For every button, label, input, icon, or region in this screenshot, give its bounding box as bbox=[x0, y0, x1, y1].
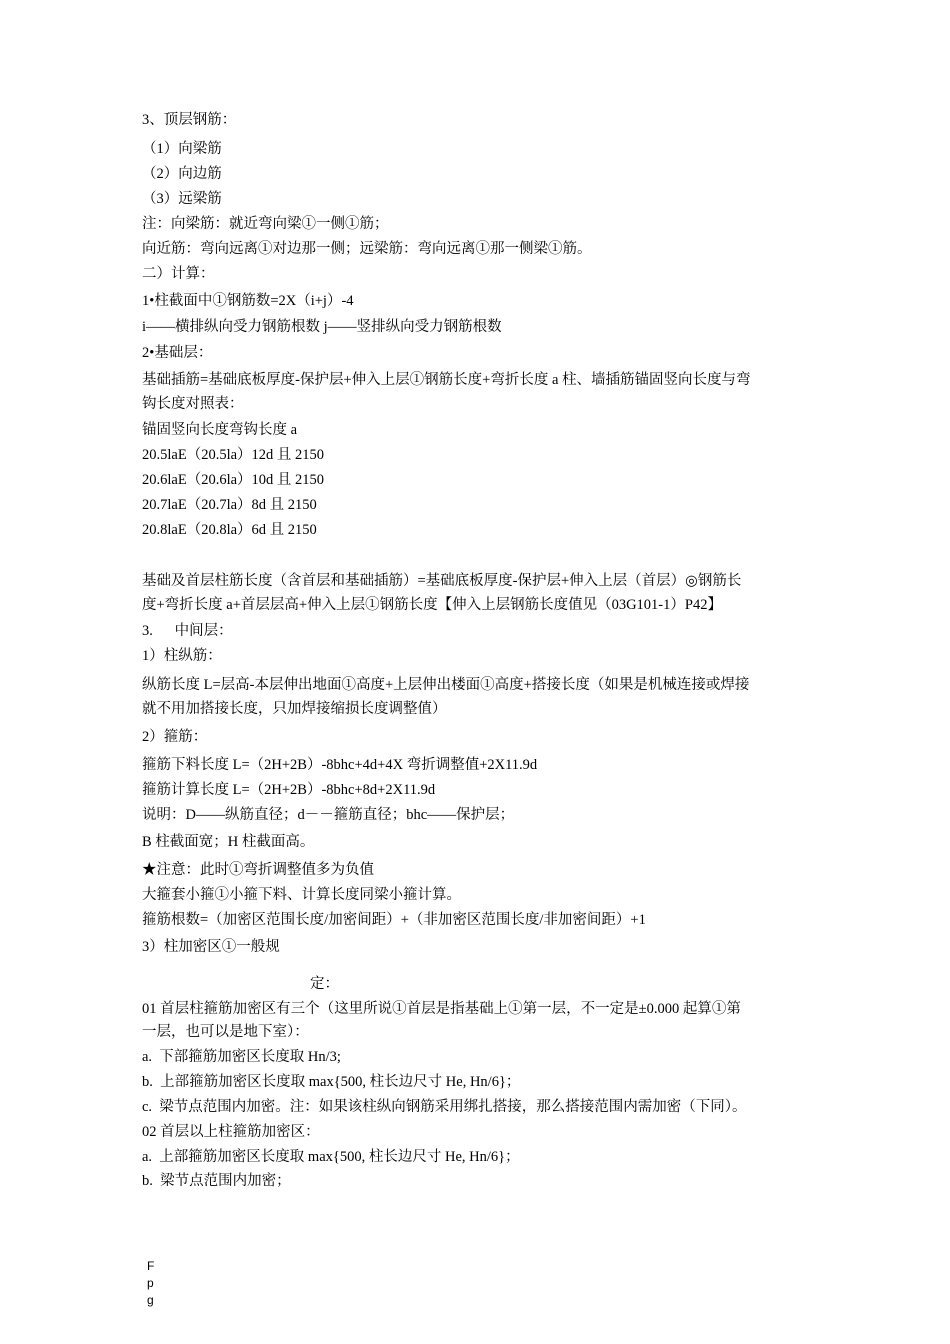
text-line: 基础及首层柱筋长度（含首层和基础插筋）=基础底板厚度-保护层+伸入上层（首层）◎钢筋长 bbox=[142, 573, 742, 589]
text-line: 锚固竖向长度弯钩长度 a bbox=[142, 422, 298, 438]
text-line: 20.8laE（20.8la）6d 且 2150 bbox=[142, 522, 317, 538]
text-line: 01 首层柱箍筋加密区有三个（这里所说①首层是指基础上①第一层，不一定是±0.000 起算①第 bbox=[142, 1001, 741, 1017]
text-line: i——横排纵向受力钢筋根数 j——竖排纵向受力钢筋根数 bbox=[142, 319, 502, 335]
text-line: （3）远梁筋 bbox=[142, 191, 222, 207]
text-line: （1）向梁筋 bbox=[142, 141, 222, 157]
text-line: 箍筋计算长度 L=（2H+2B）-8bhc+8d+2X11.9d bbox=[142, 782, 436, 798]
text-line: 向近筋：弯向远离①对边那一侧；远梁筋：弯向远离①那一侧梁①筋。 bbox=[142, 241, 592, 257]
text-line: 1•柱截面中①钢筋数=2X（i+j）-4 bbox=[142, 293, 354, 309]
text-line: 大箍套小箍①小箍下料、计算长度同梁小箍计算。 bbox=[142, 887, 461, 903]
section-heading: 二）计算： bbox=[142, 266, 215, 282]
text-line: ★注意：此时①弯折调整值多为负值 bbox=[142, 862, 374, 878]
text-line: 1）柱纵筋： bbox=[142, 648, 222, 664]
section-heading: 3. 中间层： bbox=[142, 623, 233, 639]
footer-letter: g bbox=[147, 1293, 154, 1307]
text-line: 20.5laE（20.5la）12d 且 2150 bbox=[142, 447, 325, 463]
list-item: a. 下部箍筋加密区长度取 Hn/3; bbox=[142, 1049, 341, 1065]
text-line: 定： bbox=[310, 976, 339, 992]
text-line: 3、顶层钢筋： bbox=[142, 112, 237, 128]
list-item: b. 上部箍筋加密区长度取 max{500, 柱长边尺寸 He, Hn/6}； bbox=[142, 1074, 521, 1090]
footer-letter: F bbox=[147, 1259, 155, 1273]
text-line: 纵筋长度 L=层高-本层伸出地面①高度+上层伸出楼面①高度+搭接长度（如果是机械连接或焊接 bbox=[142, 677, 750, 693]
text-line: 箍筋下料长度 L=（2H+2B）-8bhc+4d+4X 弯折调整值+2X11.9d bbox=[142, 757, 538, 773]
list-item: b. 梁节点范围内加密； bbox=[142, 1173, 291, 1189]
list-item: c. 梁节点范围内加密。注：如果该柱纵向钢筋采用绑扎搭接，那么搭接范围内需加密（下同）。 bbox=[142, 1099, 747, 1115]
text-line: 说明：D——纵筋直径；d－－箍筋直径；bhc——保护层； bbox=[142, 807, 515, 823]
text-line: 就不用加搭接长度，只加焊接缩损长度调整值） bbox=[142, 701, 447, 717]
list-item: a. 上部箍筋加密区长度取 max{500, 柱长边尺寸 He, Hn/6}； bbox=[142, 1149, 520, 1165]
text-line: 一层，也可以是地下室）： bbox=[142, 1024, 309, 1040]
footer-letter: p bbox=[147, 1276, 154, 1290]
text-line: 20.6laE（20.6la）10d 且 2150 bbox=[142, 472, 325, 488]
text-line: 2）箍筋： bbox=[142, 729, 208, 745]
text-line: 2•基础层： bbox=[142, 345, 213, 361]
text-line: （2）向边筋 bbox=[142, 166, 222, 182]
text-line: 20.7laE（20.7la）8d 且 2150 bbox=[142, 497, 317, 513]
text-line: 3）柱加密区①一般规 bbox=[142, 939, 280, 955]
text-line: 02 首层以上柱箍筋加密区： bbox=[142, 1124, 320, 1140]
text-line: 基础插筋=基础底板厚度-保护层+伸入上层①钢筋长度+弯折长度 a 柱、墙插筋锚固竖向长度与弯 bbox=[142, 372, 751, 388]
text-line: 度+弯折长度 a+首层层高+伸入上层①钢筋长度【伸入上层钢筋长度值见（03G101-1）P42】 bbox=[142, 597, 722, 613]
text-line: B 柱截面宽；H 柱截面高。 bbox=[142, 834, 315, 850]
text-line: 注：向梁筋：就近弯向梁①一侧①筋； bbox=[142, 216, 389, 232]
text-line: 箍筋根数=（加密区范围长度/加密间距）+（非加密区范围长度/非加密间距）+1 bbox=[142, 912, 646, 928]
text-line: 钩长度对照表： bbox=[142, 396, 244, 412]
